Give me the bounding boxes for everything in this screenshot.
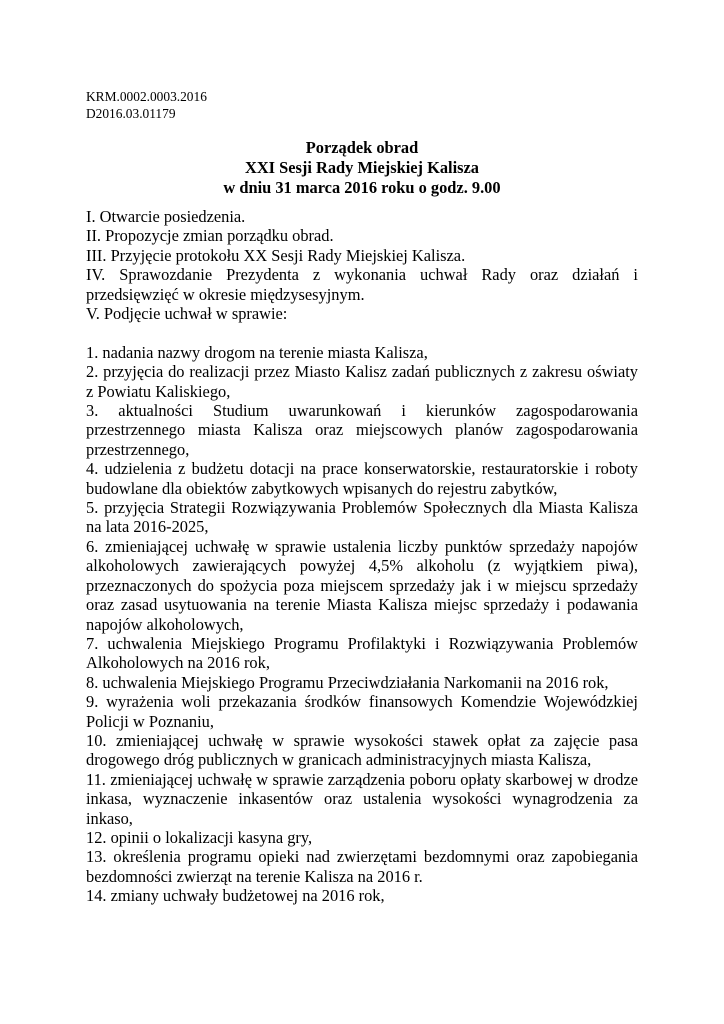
- resolution-item: 4. udzielenia z budżetu dotacji na prace konserwatorskie, restauratorskie i roboty budowlane dla obiektów zabytkowych wpisanych do rejestru zabytków,: [86, 459, 638, 498]
- resolution-item: 1. nadania nazwy drogom na terenie miasta Kalisza,: [86, 342, 428, 362]
- resolution-item: 10. zmieniającej uchwałę w sprawie wysokości stawek opłat za zajęcie pasa drogowego dróg publicznych w granicach administracyjnych miasta Kalisza,: [86, 730, 638, 770]
- reference-number-1: KRM.0002.0003.2016: [86, 89, 207, 104]
- agenda-item: III. Przyjęcie protokołu XX Sesji Rady Miejskiej Kalisza.: [86, 245, 466, 265]
- resolution-item: 5. przyjęcia Strategii Rozwiązywania Problemów Społecznych dla Miasta Kalisza na lata 2016-2025,: [86, 498, 638, 537]
- reference-number-2: D2016.03.01179: [86, 106, 176, 121]
- title-line-1: Porządek obrad: [305, 138, 419, 157]
- resolution-item: 12. opinii o lokalizacji kasyna gry,: [86, 827, 313, 847]
- resolution-item: 8. uchwalenia Miejskiego Programu Przeciwdziałania Narkomanii na 2016 rok,: [86, 672, 609, 692]
- resolution-item: 9. wyrażenia woli przekazania środków finansowych Komendzie Wojewódzkiej Policji w Poznaniu,: [86, 692, 638, 731]
- agenda-item: V. Podjęcie uchwał w sprawie:: [86, 304, 288, 324]
- resolution-item: 13. określenia programu opieki nad zwierzętami bezdomnymi oraz zapobiegania bezdomności zwierząt na terenie Kalisza na 2016 r.: [86, 847, 638, 886]
- resolution-item: 6. zmieniającej uchwałę w sprawie ustalenia liczby punktów sprzedaży napojów alkoholowych zawierających powyżej 4,5% alkoholu (z wyjątkiem piwa), przeznaczonych do spożycia poza miejscem sprzedaży jak i w miejscu sprzedaży oraz zasad usytuowania na terenie Miasta Kalisza miejsc sprzedaży i podawania napojów alkoholowych,: [86, 536, 638, 634]
- resolution-item: 14. zmiany uchwały budżetowej na 2016 rok,: [86, 886, 385, 906]
- document-title: [86, 138, 638, 198]
- agenda-item: IV. Sprawozdanie Prezydenta z wykonania uchwał Rady oraz działań i przedsięwzięć w okresie międzysesyjnym.: [86, 265, 638, 304]
- resolution-item: 3. aktualności Studium uwarunkowań i kierunków zagospodarowania przestrzennego miasta Kalisza oraz miejscowych planów zagospodarowania przestrzennego,: [86, 401, 638, 459]
- title-line-3: w dniu 31 marca 2016 roku o godz. 9.00: [223, 178, 501, 197]
- title-line-2: XXI Sesji Rady Miejskiej Kalisza: [244, 158, 479, 177]
- document-body: [86, 207, 638, 906]
- spacer: [86, 323, 638, 342]
- agenda-item: II. Propozycje zmian porządku obrad.: [86, 226, 334, 246]
- resolution-item: 2. przyjęcia do realizacji przez Miasto Kalisz zadań publicznych z zakresu oświaty z Powiatu Kaliskiego,: [86, 362, 638, 401]
- resolution-item: 11. zmieniającej uchwałę w sprawie zarządzenia poboru opłaty skarbowej w drodze inkasa, wyznaczenie inkasentów oraz ustalenia wysokości wynagrodzenia za inkaso,: [86, 769, 638, 828]
- reference-numbers: [86, 88, 207, 122]
- agenda-item: I. Otwarcie posiedzenia.: [86, 207, 246, 226]
- resolution-item: 7. uchwalenia Miejskiego Programu Profilaktyki i Rozwiązywania Problemów Alkoholowych na 2016 rok,: [86, 633, 638, 673]
